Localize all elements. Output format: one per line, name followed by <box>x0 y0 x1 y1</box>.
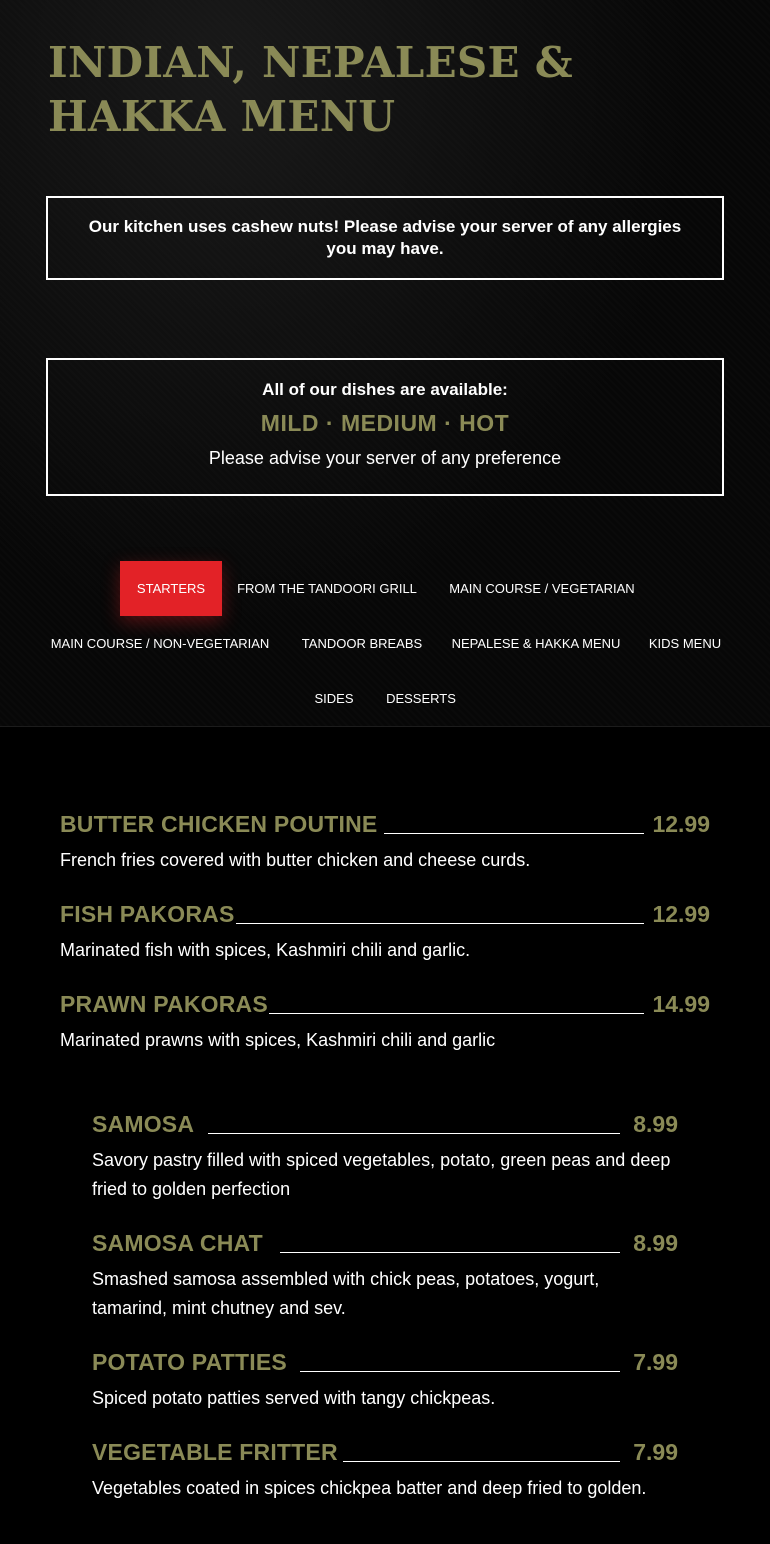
tab-kids-menu[interactable]: KIDS MENU <box>648 636 722 651</box>
menu-item-price: 12.99 <box>652 901 710 927</box>
menu-item-name: FISH PAKORAS <box>60 901 235 927</box>
menu-item-description: Spiced potato patties served with tangy chickpeas. <box>92 1388 496 1408</box>
spice-heading: All of our dishes are available: <box>262 380 508 399</box>
menu-item <box>60 900 710 970</box>
dotted-leader-line <box>300 1371 620 1372</box>
menu-item <box>92 1438 678 1538</box>
tab-main-course-vegetarian[interactable]: MAIN COURSE / VEGETARIAN <box>449 581 635 596</box>
spice-level-notice <box>46 358 724 496</box>
menu-item-description: Savory pastry filled with spiced vegetables, potato, green peas and deep fried to golden perfection <box>92 1150 671 1199</box>
page-title: INDIAN, NEPALESE & HAKKA MENU <box>48 38 573 141</box>
menu-item <box>92 1110 678 1210</box>
menu-item <box>60 990 710 1060</box>
spice-levels: MILD · MEDIUM · HOT <box>260 410 510 436</box>
dotted-leader-line <box>280 1252 620 1253</box>
menu-item-price: 8.99 <box>633 1111 678 1137</box>
dotted-leader-line <box>236 923 644 924</box>
menu-item-name: PRAWN PAKORAS <box>60 991 268 1017</box>
menu-item-description: Marinated fish with spices, Kashmiri chili and garlic. <box>60 940 471 960</box>
tab-main-course-non-vegetarian[interactable]: MAIN COURSE / NON-VEGETARIAN <box>50 636 270 651</box>
menu-hero <box>0 0 770 727</box>
dotted-leader-line <box>384 833 644 834</box>
tab-tandoor-breads[interactable]: TANDOOR BREABS <box>301 636 423 651</box>
menu-item-name: SAMOSA <box>92 1111 195 1137</box>
dotted-leader-line <box>208 1133 620 1134</box>
dotted-leader-line <box>343 1461 620 1462</box>
spice-note: Please advise your server of any preference <box>208 448 562 468</box>
menu-item <box>92 1229 678 1329</box>
allergy-notice-text: Our kitchen uses cashew nuts! Please advise your server of any allergies you may have. <box>88 217 682 258</box>
menu-item-price: 7.99 <box>633 1349 678 1375</box>
tab-nepalese-hakka[interactable]: NEPALESE & HAKKA MENU <box>451 636 621 651</box>
menu-item <box>92 1348 678 1418</box>
menu-item-description: Vegetables coated in spices chickpea batter and deep fried to golden. <box>92 1478 647 1498</box>
menu-item-price: 8.99 <box>633 1230 678 1256</box>
dotted-leader-line <box>269 1013 644 1014</box>
allergy-notice <box>46 196 724 280</box>
menu-item-name: BUTTER CHICKEN POUTINE <box>60 811 378 837</box>
menu-item-name: POTATO PATTIES <box>92 1349 287 1375</box>
menu-item-description: Marinated prawns with spices, Kashmiri chili and garlic <box>60 1030 496 1050</box>
menu-item-name: SAMOSA CHAT <box>92 1230 263 1256</box>
menu-item-price: 7.99 <box>633 1439 678 1465</box>
menu-item-description: Smashed samosa assembled with chick peas, potatoes, yogurt, tamarind, mint chutney and sev. <box>92 1269 600 1318</box>
menu-item-name: VEGETABLE FRITTER <box>92 1439 338 1465</box>
tab-starters[interactable]: STARTERS <box>120 561 222 616</box>
tab-desserts[interactable]: DESSERTS <box>386 691 456 706</box>
tab-sides[interactable]: SIDES <box>314 691 354 706</box>
menu-item-price: 14.99 <box>652 991 710 1017</box>
menu-item-description: French fries covered with butter chicken and cheese curds. <box>60 850 531 870</box>
menu-item-price: 12.99 <box>652 811 710 837</box>
tab-tandoori-grill[interactable]: FROM THE TANDOORI GRILL <box>237 581 417 596</box>
menu-item <box>60 810 710 880</box>
